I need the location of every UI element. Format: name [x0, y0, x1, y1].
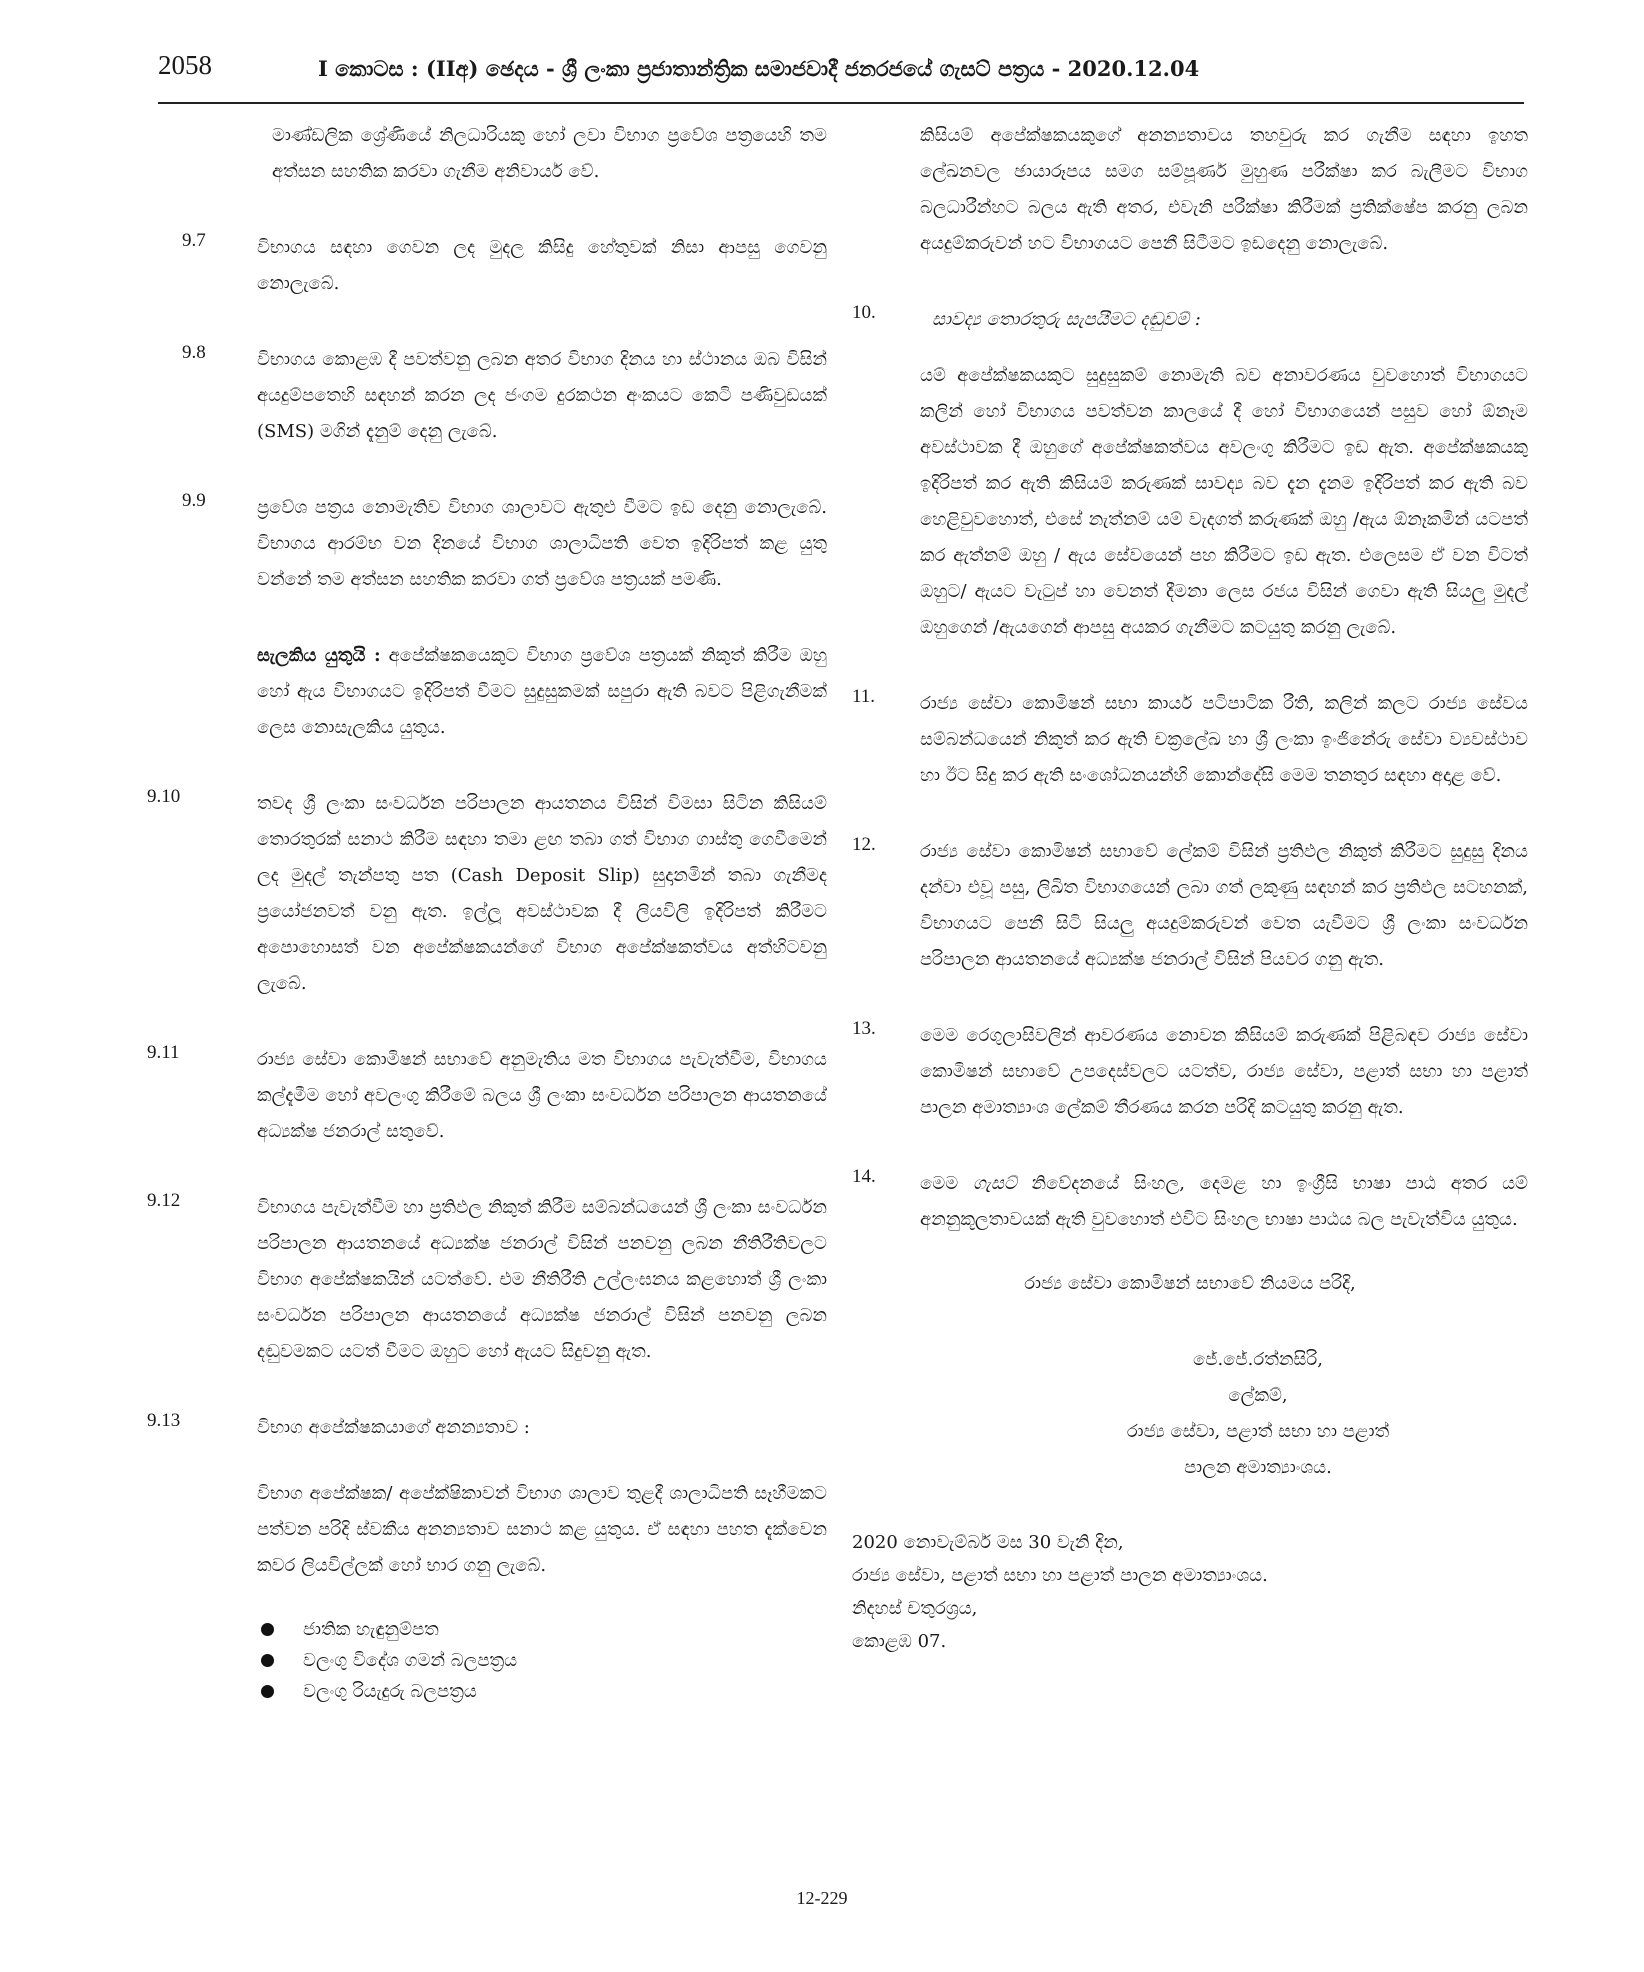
clause-number: 9.7	[182, 230, 206, 251]
ministry-line: රාජ්‍ය සේවා, පළාත් සභා හා පළාත් පාලන අමාත්‍යාංශය.	[852, 1565, 1268, 1586]
clause-text: ප්‍රවේශ පත්‍රය නොමැතිව විභාග ශාලාවට ඇතුළු වීමට ඉඩ දෙනු නොලැබේ. විභාගය ආරම්භ වන දිනයේ විභාග ශාලාධිපති වෙත ඉදිරිපත් කළ යුතු වන්නේ තම අත්සන සහතික කරවා ගත් ප්‍රවේශ පත්‍රයක් පමණි.	[257, 497, 827, 590]
bullet-icon	[261, 1685, 274, 1698]
page-header	[158, 50, 1524, 104]
list-item: වලංගු රියැදුරු බලපත්‍රය	[257, 1676, 827, 1707]
clause-number: 9.9	[182, 490, 206, 511]
continued-paragraph	[182, 118, 827, 190]
clause-text: මෙම ගැසට් නිවේදනයේ සිංහල, දෙමළ හා ඉංග්‍රීසි භාෂා පාඨ අතර යම් අනනුකූලතාවයක් ඇති වුවහොත් එවිට සිංහල භාෂා පාඨය බල පැවැත්විය යුතුය.	[920, 1173, 1528, 1230]
clause-number: 9.12	[147, 1190, 181, 1211]
footer-code: 12-229	[796, 1888, 848, 1908]
bullet-icon	[261, 1654, 274, 1667]
address-line: නිදහස් චතුරශ්‍රය,	[852, 1598, 978, 1619]
identity-documents-list	[257, 1614, 827, 1707]
clause-number: 9.8	[182, 342, 206, 363]
identity-text: විභාග අපේක්ෂක/ අපේක්ෂිකාවන් විභාග ශාලාව තුළදී ශාලාධිපති සෑහීමකට පත්වන පරිදි ස්වකීය අනන්‍යතාව සනාථ කළ යුතුය. ඒ සඳහා පහත දැක්වෙන කවර ලියවිල්ලක් හෝ භාර ගනු ලැබේ.	[257, 1483, 827, 1576]
continued-paragraph	[852, 118, 1528, 262]
clause-12	[852, 834, 1528, 978]
clause-number: 9.13	[147, 1410, 181, 1431]
clause-number: 9.10	[147, 786, 181, 807]
clause-title: සාවද්‍ය තොරතුරු සැපයීමට දඬුවම් :	[932, 309, 1201, 330]
identity-paragraph	[257, 1476, 827, 1584]
list-item: ජාතික හැඳුනුම්පත	[257, 1614, 827, 1645]
clause-9-13	[147, 1410, 827, 1446]
note-paragraph	[257, 638, 827, 746]
clause-10-body	[852, 358, 1528, 646]
clause-number: 13.	[852, 1018, 876, 1039]
clause-text: මෙම රෙගුලාසිවලින් ආවරණය නොවන කිසියම් කරුණක් පිළිබඳව රාජ්‍ය සේවා කොමිෂන් සභාවේ උපදෙස්වලට යටත්ව, රාජ්‍ය සේවා, පළාත් සභා හා පළාත් පාලන අමාත්‍යාංශ ලේකම් තීරණය කරන පරිදි කටයුතු කරනු ඇත.	[920, 1025, 1528, 1118]
clause-number: 12.	[852, 834, 876, 855]
date-line: 2020 නොවැම්බර් මස 30 වැනි දින,	[852, 1532, 1124, 1553]
right-column	[852, 118, 1528, 1658]
clause-9-8	[182, 342, 827, 450]
clause-13	[852, 1018, 1528, 1126]
clause-text: විභාගය පැවැත්වීම හා ප්‍රතිඵල නිකුත් කිරීම සම්බන්ධයෙන් ශ්‍රී ලංකා සංවර්ධන පරිපාලන ආයතනයේ අධ්‍යක්ෂ ජනරාල් විසින් පනවනු ලබන නීතිරීතිවලට විභාග අපේක්ෂකයින් යටත්වේ. එම නීතිරීති උල්ලංඝනය කළහොත් ශ්‍රී ලංකා සංවර්ධන පරිපාලන ආයතනයේ අධ්‍යක්ෂ ජනරාල් විසින් පනවනු ලබන දඬුවමකට යටත් වීමට ඔහුට හෝ ඇයට සිදුවනු ඇත.	[257, 1197, 827, 1362]
paragraph-text: කිසියම් අපේක්ෂකයකුගේ අනන්‍යතාවය තහවුරු කර ගැනීම සඳහා ඉහත ලේඛනවල ඡායාරූපය සමග සම්පූර්ණ මුහුණ පරීක්ෂා කර බැලීමට විභාග බලධාරීන්හට බලය ඇති අතර, එවැනි පරීක්ෂා කිරීමක් ප්‍රතික්ෂේප කරනු ලබන අයදුම්කරුවන් හට විභාගයට පෙනී සිටීමට ඉඩදෙනු නොලැබේ.	[920, 125, 1528, 254]
signature-name: ජේ.ජේ.රත්නසිරි,	[1193, 1349, 1323, 1370]
left-column	[147, 118, 827, 1723]
clause-text: රාජ්‍ය සේවා කොමිෂන් සභාවේ ලේකම් විසින් ප්‍රතිඵල නිකුත් කිරීමට සුදුසු දිනය දන්වා එවූ පසු, ලිඛිත විභාගයෙන් ලබා ගත් ලකුණු සඳහන් කර ප්‍රතිඵල සටහනක්, විභාගයට පෙනී සිටි සියලු අයදුම්කරුවන් වෙත යැවීමට ශ්‍රී ලංකා සංවර්ධන පරිපාලන ආයතනයේ අධ්‍යක්ෂ ජනරාල් විසින් පියවර ගනු ඇත.	[920, 841, 1528, 970]
signature-title: ලේකම්,	[1228, 1385, 1288, 1406]
bullet-icon	[261, 1623, 274, 1636]
date-block	[852, 1526, 1528, 1658]
clause-text: විභාගය සඳහා ගෙවන ලද මුදල කිසිදු හේතුවක් නිසා ආපසු ගෙවනු නොලැබේ.	[257, 237, 827, 294]
clause-10	[852, 302, 1528, 338]
clause-number: 14.	[852, 1166, 876, 1187]
clause-text: තවද ශ්‍රී ලංකා සංවර්ධන පරිපාලන ආයතනය විසින් විමසා සිටින කිසියම් තොරතුරක් සනාථ කිරීම සඳහා තමා ළඟ තබා ගත් විභාග ගාස්තු ගෙවීමෙන් ලද මුදල් තැන්පතු පත (Cash Deposit Slip) සුදානමින් තබා ගැනීමද ප්‍රයෝජනවත් වනු ඇත. ඉල්ලූ අවස්ථාවක දී ලියවිලි ඉදිරිපත් කිරීමට අපොහොසත් වන අපේක්ෂකයන්ගේ විභාග අපේක්ෂකත්වය අත්හිටවනු ලැබේ.	[257, 793, 827, 994]
clause-number: 11.	[852, 686, 876, 707]
clause-9-11	[147, 1042, 827, 1150]
clause-9-7	[182, 230, 827, 302]
signature-ministry-2: පාලන අමාත්‍යාංශය.	[1184, 1457, 1332, 1478]
note-label: සැලකිය යුතුයි :	[257, 645, 381, 666]
clause-text: යම් අපේක්ෂකයකුට සුදුසුකම් නොමැති බව අනාවරණය වුවහොත් විභාගයට කලින් හෝ විභාගය පවත්වන කාලයේ දී හෝ විභාගයෙන් පසුව හෝ ඕනෑම අවස්ථාවක දී ඔහුගේ අපේක්ෂකත්වය අවලංගු කිරීමට ඉඩ ඇත. අපේක්ෂකයකු ඉදිරිපත් කර ඇති කිසියම් කරුණක් සාවද්‍ය බව දැන දැනම ඉදිරිපත් කර ඇති බව හෙළිවුවහොත්, එසේ නැත්නම් යම් වැදගත් කරුණක් ඔහු /ඇය ඕනෑකමින් යටපත් කර ඇත්නම් ඔහු / ඇය සේවයෙන් පහ කිරීමට ඉඩ ඇත. එලෙසම ඒ වන විටත් ඔහුට/ ඇයට වැටුප් හා වෙනත් දීමනා ලෙස රජය විසින් ගෙවා ඇති සියලු මුදල් ඔහුගෙන් /ඇයගෙන් ආපසු අයකර ගැනීමට කටයුතු කරනු ලැබේ.	[920, 365, 1528, 638]
closing-line: රාජ්‍ය සේවා කොමිෂන් සභාවේ නියමය පරිදි,	[1024, 1273, 1356, 1294]
clause-text: විභාග අපේක්ෂකයාගේ අනන්‍යතාව :	[257, 1417, 530, 1438]
page-number: 2058	[158, 50, 212, 80]
city-line: කොළඹ 07.	[852, 1631, 947, 1652]
list-item: වලංගු විදේශ ගමන් බලපත්‍රය	[257, 1645, 827, 1676]
clause-9-9	[182, 490, 827, 598]
clause-11	[852, 686, 1528, 794]
clause-9-12	[147, 1190, 827, 1370]
signature-block	[1028, 1342, 1488, 1486]
signature-ministry-1: රාජ්‍ය සේවා, පළාත් සභා හා පළාත්	[1126, 1421, 1390, 1442]
clause-text: විභාගය කොළඹ දී පවත්වනු ලබන අතර විභාග දිනය හා ස්ථානය ඔබ විසින් අයදුම්පතෙහි සඳහන් කරන ලද ජංගම දුරකථන අංකයට කෙටි පණිවුඩයක් (SMS) මගින් දැනුම් දෙනු ලැබේ.	[257, 349, 827, 442]
note-text: අපේක්ෂකයෙකුට විභාග ප්‍රවේශ පත්‍රයක් නිකුත් කිරීම ඔහු හෝ ඇය විභාගයට ඉදිරිපත් වීමට සුදුසුකමක් සපුරා ඇති බවට පිළිගැනීමක් ලෙස නොසැලකිය යුතුය.	[257, 645, 827, 738]
clause-text: රාජ්‍ය සේවා කොමිෂන් සභාවේ අනුමැතිය මත විභාගය පැවැත්වීම, විභාගය කල්දැමීම හෝ අවලංගු කිරීමේ බලය ශ්‍රී ලංකා සංවර්ධන පරිපාලන ආයතනයේ අධ්‍යක්ෂ ජනරාල් සතුවේ.	[257, 1049, 827, 1142]
clause-text: රාජ්‍ය සේවා කොමිෂන් සභා කාර්ය පටිපාටික රීති, කලින් කලට රාජ්‍ය සේවය සම්බන්ධයෙන් නිකුත් කර ඇති චක්‍රලේඛ හා ශ්‍රී ලංකා ඉංජිනේරු සේවා ව්‍යවස්ථාව හා ඊට සිදු කර ඇති සංශෝධනයන්හි කොන්දේසි මෙම තනතුර සඳහා අදාළ වේ.	[920, 693, 1528, 786]
note-text-wrap	[257, 638, 827, 746]
gazette-title: I කොටස : (IIඅ) ඡෙදය - ශ්‍රී ලංකා ප්‍රජාතාන්ත්‍රික සමාජවාදී ජනරජයේ ගැසට් පත්‍රය - 2020.12.04	[318, 56, 1200, 81]
clause-9-10	[147, 786, 827, 1002]
clause-number: 10.	[852, 302, 876, 323]
clause-14	[852, 1166, 1528, 1238]
paragraph-text: මාණ්ඩලික ශ්‍රේණියේ නිලධාරියකු හෝ ලවා විභාග ප්‍රවේශ පත්‍රයෙහි තම අත්සන සහතික කරවා ගැනීම අනිවාර්ය වේ.	[272, 125, 827, 182]
clause-number: 9.11	[147, 1042, 180, 1063]
